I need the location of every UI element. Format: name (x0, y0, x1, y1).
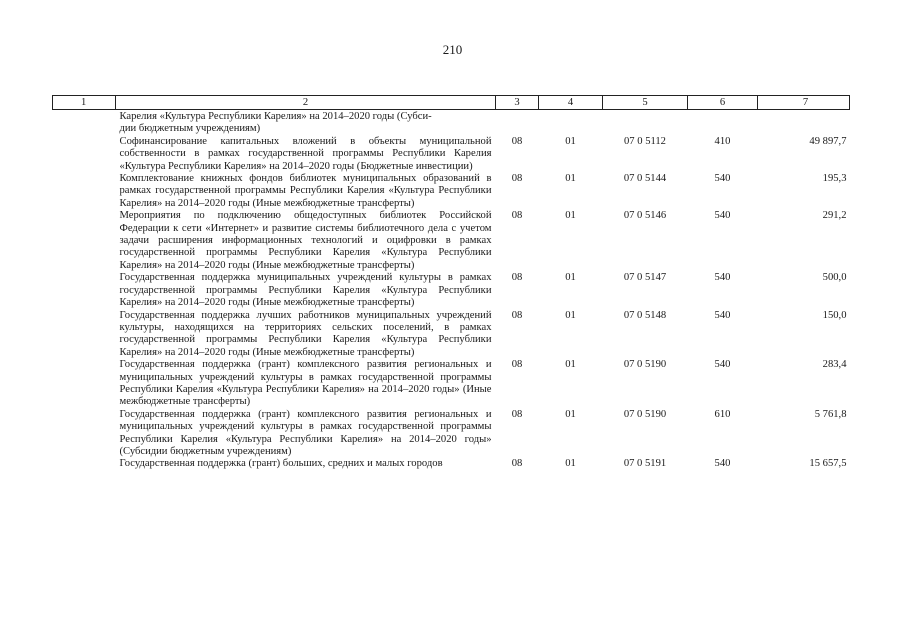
row-name: Государственная поддержка (грант) комплексного развития региональных и муниципальных учреждений культуры в рамках государственной программы Республики Карелия «Культура Республики Карелия» на 2014–2020 годы» (Субсидии бюджетным учреждениям) (119, 408, 492, 457)
row-subsection-code: 01 (565, 272, 576, 284)
row-name: Государственная поддержка лучших работников муниципальных учреждений культуры, находящихся на территориях сельских поселений, в рамках государственной программы Республики Карелия «Культура Республики Карелия» на 2014–2020 годы (Иные межбюджетные трансферты) (119, 309, 492, 358)
row-amount: 49 897,7 (809, 135, 847, 147)
row-name: Государственная поддержка (грант) больших, средних и малых городов (119, 458, 443, 470)
row-name: Комплектование книжных фондов библиотек муниципальных образований в рамках государственной программы Республики Карелия «Культура Республики Карелия» на 2014–2020 годы (Иные межбюджетные трансферты) (119, 173, 492, 209)
row-target-article-code: 07 0 5112 (624, 135, 666, 147)
row-section-code: 08 (511, 173, 523, 185)
row-name: Государственная поддержка муниципальных учреждений культуры в рамках государственной программы Республики Карелия «Культура Республики Карелия» на 2014–2020 годы (Иные межбюджетные трансферты) (119, 272, 492, 309)
row-expense-type-code: 540 (714, 173, 731, 185)
row-subsection-code: 01 (565, 135, 576, 147)
header-col-6: 6 (688, 96, 758, 110)
row-subsection-code: 01 (565, 309, 576, 321)
row-section-code: 08 (511, 210, 523, 222)
row-amount: 5 761,8 (814, 408, 847, 420)
row-section-code: 08 (511, 458, 523, 470)
row-subsection-code: 01 (565, 408, 576, 420)
row-amount: 150,0 (822, 309, 847, 321)
row-target-article-code: 07 0 5190 (623, 408, 667, 420)
row-expense-type-code: 540 (714, 210, 731, 222)
row-amount: 195,3 (822, 173, 847, 185)
table-header (53, 96, 850, 110)
table-row (53, 272, 850, 309)
row-section-code: 08 (511, 135, 523, 147)
row-section-code: 08 (511, 408, 523, 420)
row-name: Софинансирование капитальных вложений в объекты муниципальной собственности в рамках государственной программы Республики Карелия «Культура Республики Карелия» на 2014–2020 годы (Бюджетные инвестиции) (119, 135, 492, 172)
page-number: 210 (442, 42, 463, 57)
row-section-code: 08 (511, 272, 523, 284)
header-col-3: 3 (496, 96, 539, 110)
header-col-5: 5 (603, 96, 688, 110)
row-target-article-code: 07 0 5190 (623, 359, 667, 371)
row-expense-type-code: 540 (714, 309, 731, 321)
header-col-1: 1 (53, 96, 116, 110)
row-amount: 15 657,5 (809, 458, 847, 470)
row-section-code: 08 (511, 309, 523, 321)
row-target-article-code: 07 0 5147 (623, 272, 667, 284)
row-target-article-code: 07 0 5146 (623, 210, 667, 222)
continuation-row (53, 110, 850, 136)
row-name: Государственная поддержка (грант) комплексного развития региональных и муниципальных учреждений культуры в рамках государственной программы Республики Карелия «Культура Республики Карелия» на 2014–2020 годы» (Иные межбюджетные трансферты) (119, 359, 492, 408)
table-body (53, 110, 850, 471)
table-row (53, 458, 850, 470)
row-expense-type-code: 610 (714, 408, 731, 420)
header-col-4: 4 (539, 96, 603, 110)
row-amount: 500,0 (822, 272, 847, 284)
row-amount: 291,2 (822, 210, 847, 222)
header-col-2: 2 (116, 96, 496, 110)
header-col-7: 7 (758, 96, 850, 110)
row-subsection-code: 01 (565, 173, 576, 185)
table-row (53, 359, 850, 409)
row-amount: 283,4 (822, 359, 847, 371)
row-subsection-code: 01 (565, 359, 576, 371)
row-name: Мероприятия по подключению общедоступных библиотек Российской Федерации к сети «Интернет» и развитие системы библиотечного дела с учетом задачи расширения информационных технологий и оцифровки в рамках государственной программы Республики Карелия «Культура Республики Карелия» на 2014–2020 годы (Иные межбюджетные трансферты) (119, 210, 492, 271)
row-expense-type-code: 540 (714, 458, 731, 470)
row-section-code: 08 (511, 359, 523, 371)
continuation-text: Карелия «Культура Республики Карелия» на 2014–2020 годы (Субси- дии бюджетным учреждениям) (119, 111, 432, 135)
row-expense-type-code: 410 (714, 135, 731, 147)
row-target-article-code: 07 0 5144 (623, 173, 667, 185)
row-expense-type-code: 540 (714, 272, 731, 284)
row-subsection-code: 01 (565, 210, 576, 222)
row-target-article-code: 07 0 5191 (623, 458, 667, 470)
table-row (53, 310, 850, 360)
table-row (53, 409, 850, 459)
row-expense-type-code: 540 (714, 359, 731, 371)
budget-table (52, 95, 850, 471)
table-row (53, 210, 850, 272)
table-row (53, 173, 850, 210)
row-target-article-code: 07 0 5148 (623, 309, 667, 321)
header-row (53, 96, 850, 110)
table-row (53, 136, 850, 173)
row-subsection-code: 01 (565, 458, 576, 470)
